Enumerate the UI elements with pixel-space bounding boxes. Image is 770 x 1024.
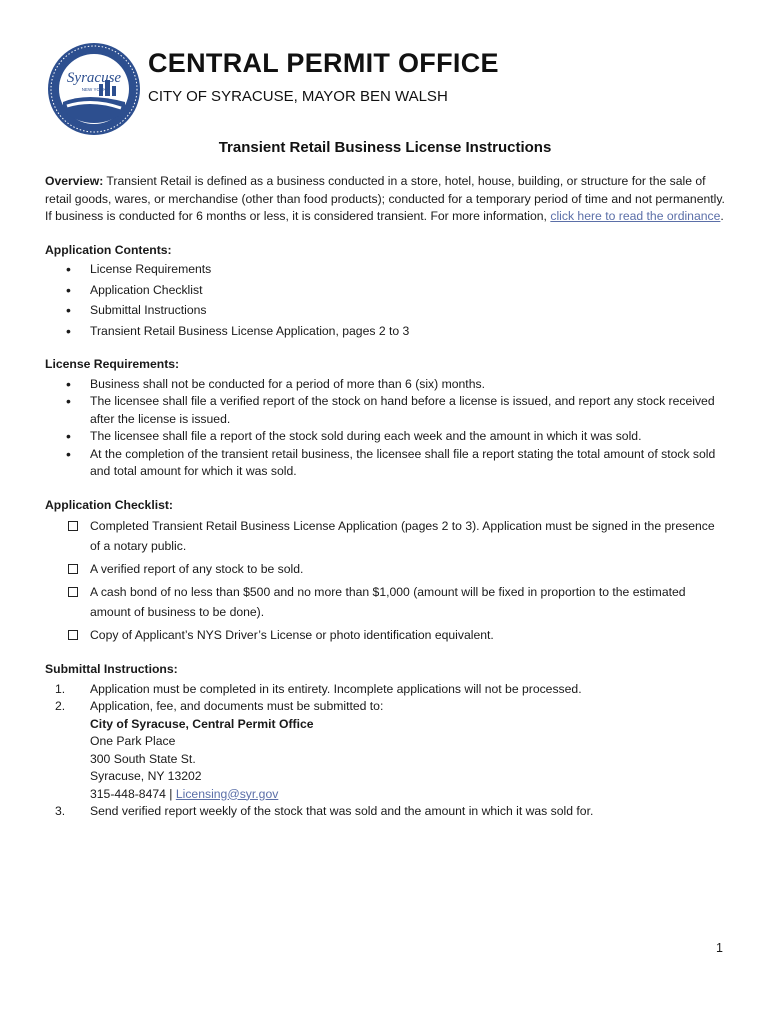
svg-text:NEW YORK: NEW YORK: [81, 87, 107, 92]
checkbox-icon[interactable]: [68, 630, 78, 640]
checklist-item: A verified report of any stock to be sold.: [45, 559, 725, 579]
office-title: CENTRAL PERMIT OFFICE: [148, 48, 499, 78]
document-title: Transient Retail Business License Instructions: [218, 139, 552, 156]
list-item: • The licensee shall file a verified report of the stock on hand before a license is issued, and report any stock received after the license is issued.: [45, 393, 725, 428]
ordinance-link[interactable]: click here to read the ordinance: [550, 209, 721, 223]
checklist-item: Completed Transient Retail Business License Application (pages 2 to 3). Application must be signed in the presence of a notary public.: [45, 516, 725, 556]
license-requirements-heading: License Requirements:: [45, 357, 180, 371]
list-item: • The licensee shall file a report of the stock sold during each week and the amount in which it was sold.: [45, 428, 725, 446]
step-item: 2. Application, fee, and documents must be submitted to: City of Syracuse, Central Permit Office One Park Place 300 South State St. Syracuse, NY 13202 315-448-8474 | Licensing@syr.gov: [45, 698, 725, 803]
application-contents-heading: Application Contents:: [45, 242, 172, 257]
office-subtitle: CITY OF SYRACUSE, MAYOR BEN WALSH: [148, 88, 448, 105]
page-number: 1: [716, 941, 723, 955]
license-requirements-list: [45, 376, 725, 481]
svg-text:Syracuse: Syracuse: [66, 70, 122, 86]
overview-text: Transient Retail is defined as a business conducted in a store, hotel, house, building, or structure for the sale of retail goods, wares, or merchandise (other than food products); conducted for a temporary period of time and not permanently. If business is conducted for 6 months or less, it is considered transient. For more information,: [45, 174, 725, 223]
submittal-instructions-heading: Submittal Instructions:: [45, 662, 178, 676]
address-line: One Park Place: [90, 734, 176, 748]
list-item: • At the completion of the transient retail business, the licensee shall file a report stating the total amount of stock sold and total amount for which it was sold.: [45, 446, 725, 481]
overview-paragraph: Overview: Transient Retail is defined as a business conducted in a store, hotel, house, building, or structure for the sale of retail goods, wares, or merchandise (other than food products); conducted for a temporary period of time and not permanently. If business is conducted for 6 months or less, it is considered transient. For more information, click here to read the ordinance.: [45, 174, 725, 223]
application-checklist-heading: Application Checklist:: [45, 497, 173, 512]
license-requirements-section: [45, 356, 725, 481]
address-line: 300 South State St.: [90, 751, 196, 766]
overview-label: Overview:: [45, 174, 104, 188]
submittal-instructions-section: [45, 661, 725, 821]
list-item: • Submittal Instructions: [45, 302, 725, 320]
list-item: • Transient Retail Business License Application, pages 2 to 3: [45, 323, 725, 341]
checklist-item: Copy of Applicant’s NYS Driver’s License or photo identification equivalent.: [45, 625, 725, 645]
document-body: [45, 173, 725, 821]
email-link[interactable]: Licensing@syr.gov: [175, 786, 279, 801]
phone-number: 315-448-8474 |: [90, 786, 176, 801]
application-checklist: [45, 516, 725, 645]
address-name: City of Syracuse, Central Permit Office: [90, 716, 314, 731]
submittal-steps: [45, 681, 725, 821]
application-checklist-section: [45, 497, 725, 646]
step-item: 3. Send verified report weekly of the stock that was sold and the amount in which it was sold for.: [55, 804, 594, 818]
address-line: Syracuse, NY 13202: [90, 769, 202, 783]
city-seal-logo: [47, 42, 141, 136]
list-item: • Business shall not be conducted for a period of more than 6 (six) months.: [45, 376, 725, 394]
checklist-item: A cash bond of no less than $500 and no more than $1,000 (amount will be fixed in proportion to the estimated amount of business to be done).: [45, 582, 725, 622]
list-item: • Application Checklist: [45, 282, 725, 300]
checkbox-icon[interactable]: [68, 564, 78, 574]
application-contents-section: [45, 242, 725, 341]
contact-line: [90, 786, 725, 804]
checkbox-icon[interactable]: [68, 587, 78, 597]
application-contents-list: [45, 261, 725, 340]
step-item: 1. Application must be completed in its entirety. Incomplete applications will not be processed.: [55, 681, 582, 696]
checkbox-icon[interactable]: [68, 521, 78, 531]
list-item: • License Requirements: [45, 261, 725, 279]
